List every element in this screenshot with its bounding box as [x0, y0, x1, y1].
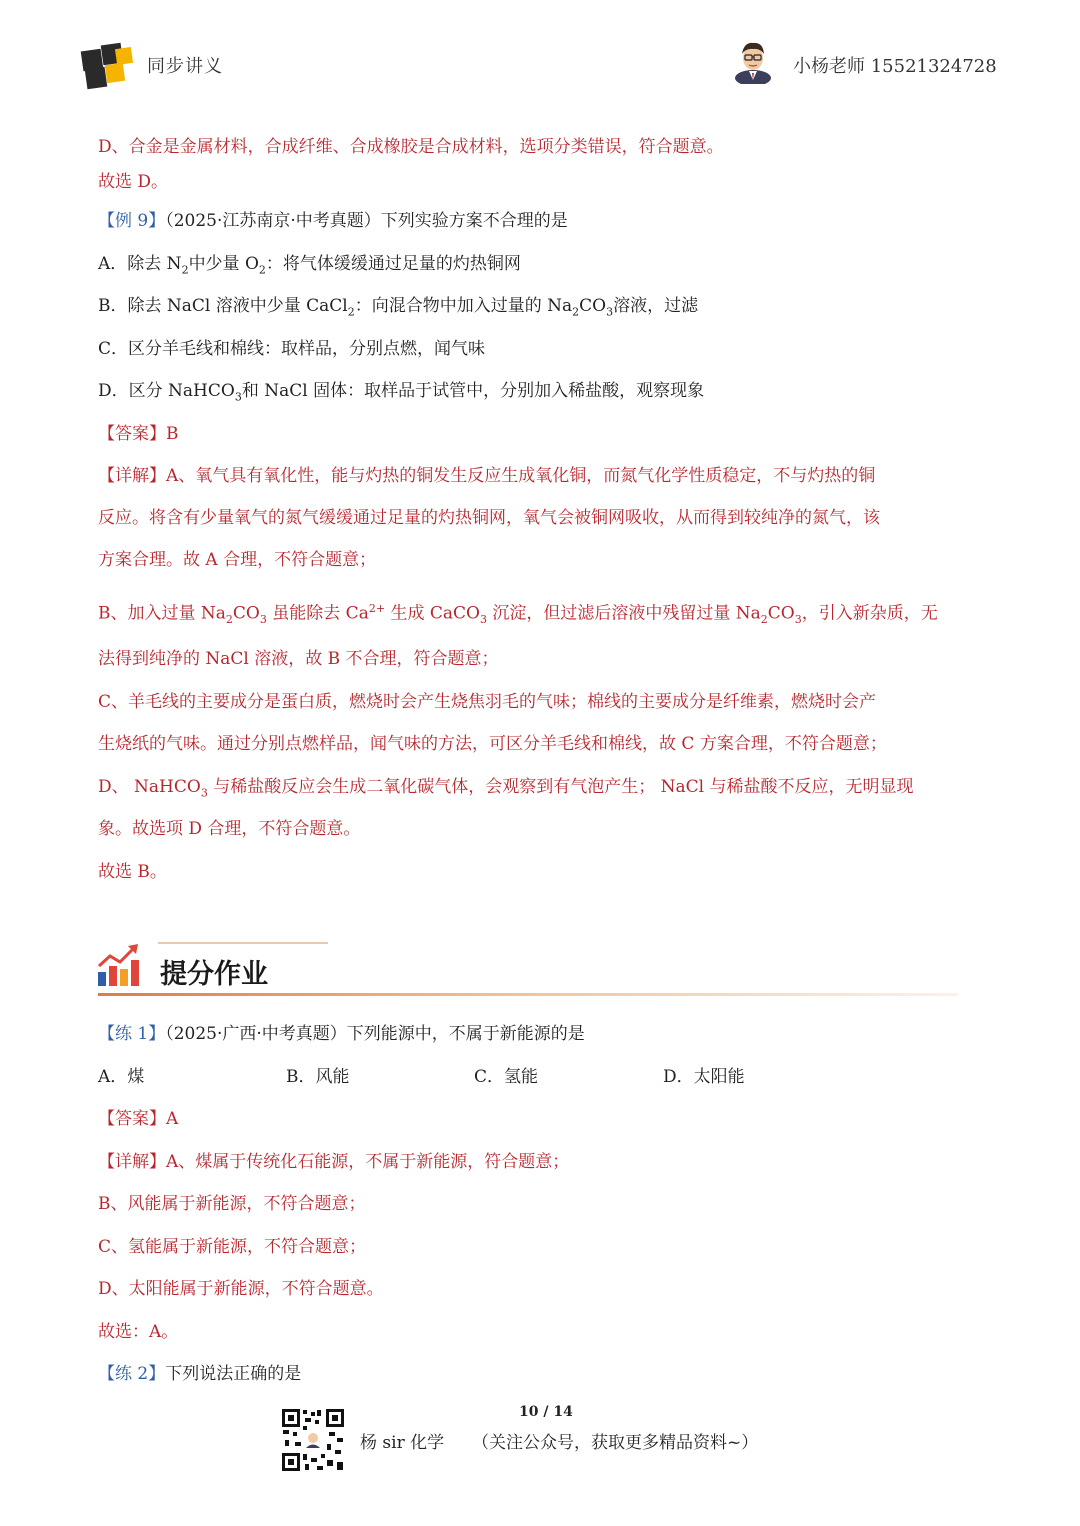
ex9-option-a: A．除去 $N_2$中少量 $O_2$：将气体缓缓通过足量的灼热铜网	[98, 254, 521, 277]
p1-option-b: B．风能	[286, 1067, 350, 1087]
footer-brand: 杨 sir 化学	[360, 1433, 445, 1453]
ex9-choose: 故选 B。	[98, 862, 167, 882]
p1-detail-a: 【详解】A、煤属于传统化石能源，不属于新能源，符合题意；	[98, 1152, 570, 1172]
ex9-detail-c1: C、羊毛线的主要成分是蛋白质，燃烧时会产生烧焦羽毛的气味；棉线的主要成分是纤维素，燃烧时会产	[98, 692, 877, 712]
ex9-detail-d2: 象。故选项 D 合理，不符合题意。	[98, 819, 361, 839]
p1-detail-b: B、风能属于新能源，不符合题意；	[98, 1194, 366, 1214]
ex9-detail-c2: 生烧纸的气味。通过分别点燃样品，闻气味的方法，可区分羊毛线和棉线，故 C 方案合理，不符合题意；	[98, 734, 887, 754]
ex9-option-d: D．区分 NaHCO$_3$和 NaCl 固体：取样品于试管中，分别加入稀盐酸，观察现象	[98, 381, 705, 404]
p1-answer: 【答案】A	[98, 1109, 179, 1129]
teacher-avatar-icon	[732, 38, 774, 84]
ex9-detail-a2: 反应。将含有少量氧气的氮气缓缓通过足量的灼热铜网，氧气会被铜网吸收，从而得到较纯净的氮气，该	[98, 508, 880, 528]
logo-icon	[80, 42, 136, 90]
teacher-contact: 小杨老师 15521324728	[793, 56, 997, 77]
p1-stem: （2025·广西·中考真题）下列能源中，不属于新能源的是	[165, 1024, 585, 1044]
p2-question	[98, 1362, 301, 1386]
p1-tag: 【练 1】	[98, 1024, 166, 1044]
prev-detail-d: D、合金是金属材料，合成纤维、合成橡胶是合成材料，选项分类错误，符合题意。	[98, 137, 724, 157]
p1-question	[98, 1022, 585, 1046]
ex9-detail-b1: B、加入过量 $Na_2CO_3$ 虽能除去 $Ca^{2+}$ 生成 CaCO$_3$ 沉淀，但过滤后溶液中残留过量 $Na_2CO_3$，引入新杂质，无	[98, 602, 938, 627]
ex9-detail-a1: 【详解】A、氧气具有氧化性，能与灼热的铜发生反应生成氧化铜，而氮气化学性质稳定，不与灼热的铜	[98, 466, 876, 486]
p1-option-d: D．太阳能	[663, 1067, 745, 1087]
prev-choose: 故选 D。	[98, 172, 169, 192]
p2-stem: 下列说法正确的是	[165, 1364, 302, 1384]
ex9-detail-d1: D、 NaHCO$_3$ 与稀盐酸反应会生成二氧化碳气体，会观察到有气泡产生； NaCl 与稀盐酸不反应，无明显现	[98, 777, 914, 800]
ex9-detail-a3: 方案合理。故 A 合理，不符合题意；	[98, 550, 377, 570]
ex9-option-b: B．除去 NaCl 溶液中少量 CaCl$_2$：向混合物中加入过量的 $Na_2CO_3$溶液，过滤	[98, 296, 699, 319]
page-number: 10 / 14	[519, 1404, 573, 1420]
p1-choose: 故选：A。	[98, 1322, 179, 1342]
footer-note: （关注公众号，获取更多精品资料~）	[472, 1433, 759, 1453]
ex9-tag: 【例 9】	[98, 211, 166, 231]
p2-tag: 【练 2】	[98, 1364, 166, 1384]
section-title: 提分作业	[160, 959, 268, 990]
section-deco-line	[158, 942, 328, 944]
p1-option-a: A．煤	[98, 1067, 145, 1087]
section-rule	[98, 993, 958, 996]
p1-detail-c: C、氢能属于新能源，不符合题意；	[98, 1237, 367, 1257]
ex9-stem: （2025·江苏南京·中考真题）下列实验方案不合理的是	[165, 211, 568, 231]
chart-growth-icon	[96, 942, 144, 988]
p1-option-c: C．氢能	[474, 1067, 539, 1087]
ex9-answer: 【答案】B	[98, 424, 179, 444]
p1-detail-d: D、太阳能属于新能源，不符合题意。	[98, 1279, 384, 1299]
ex9-option-c: C．区分羊毛线和棉线：取样品，分别点燃，闻气味	[98, 339, 486, 359]
ex9-question	[98, 209, 568, 233]
ex9-detail-b2: 法得到纯净的 NaCl 溶液，故 B 不合理，符合题意；	[98, 649, 499, 669]
header-title: 同步讲义	[147, 56, 223, 77]
qr-code-icon	[281, 1408, 345, 1472]
